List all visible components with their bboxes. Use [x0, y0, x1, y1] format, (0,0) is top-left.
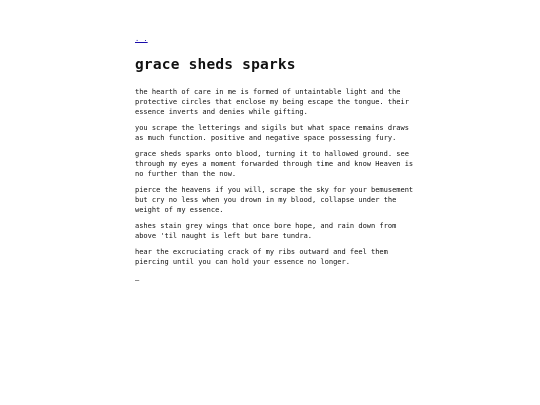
paragraph-1: the hearth of care in me is formed of untaintable light and the protective circles that enclose my being escape the tongue. their essence inverts and denies while gifting. — [135, 88, 409, 116]
paragraph-6: hear the excruciating crack of my ribs outward and feel them piercing until you can hold your essence no longer. — [135, 248, 388, 266]
paragraph-4: pierce the heavens if you will, scrape the sky for your bemusement but cry no less when you drown in my blood, collapse under the weight of my essence. — [135, 186, 414, 214]
post-title: grace sheds sparks — [135, 57, 296, 73]
paragraph-5: ashes stain grey wings that once bore hope, and rain down from above 'til naught is left but bare tundra. — [135, 222, 397, 240]
paragraph-3: grace sheds sparks onto blood, turning it to hallowed ground. see through my eyes a moment forwarded through time and know Heaven is no further than the now. — [135, 150, 414, 178]
end-mark: — — [135, 276, 140, 284]
page-content — [135, 26, 415, 285]
back-link[interactable]: . . — [135, 35, 148, 43]
post-body — [135, 87, 415, 267]
paragraph-2: you scrape the letterings and sigils but what space remains draws as much function. positive and negative space possessing fury. — [135, 124, 409, 142]
